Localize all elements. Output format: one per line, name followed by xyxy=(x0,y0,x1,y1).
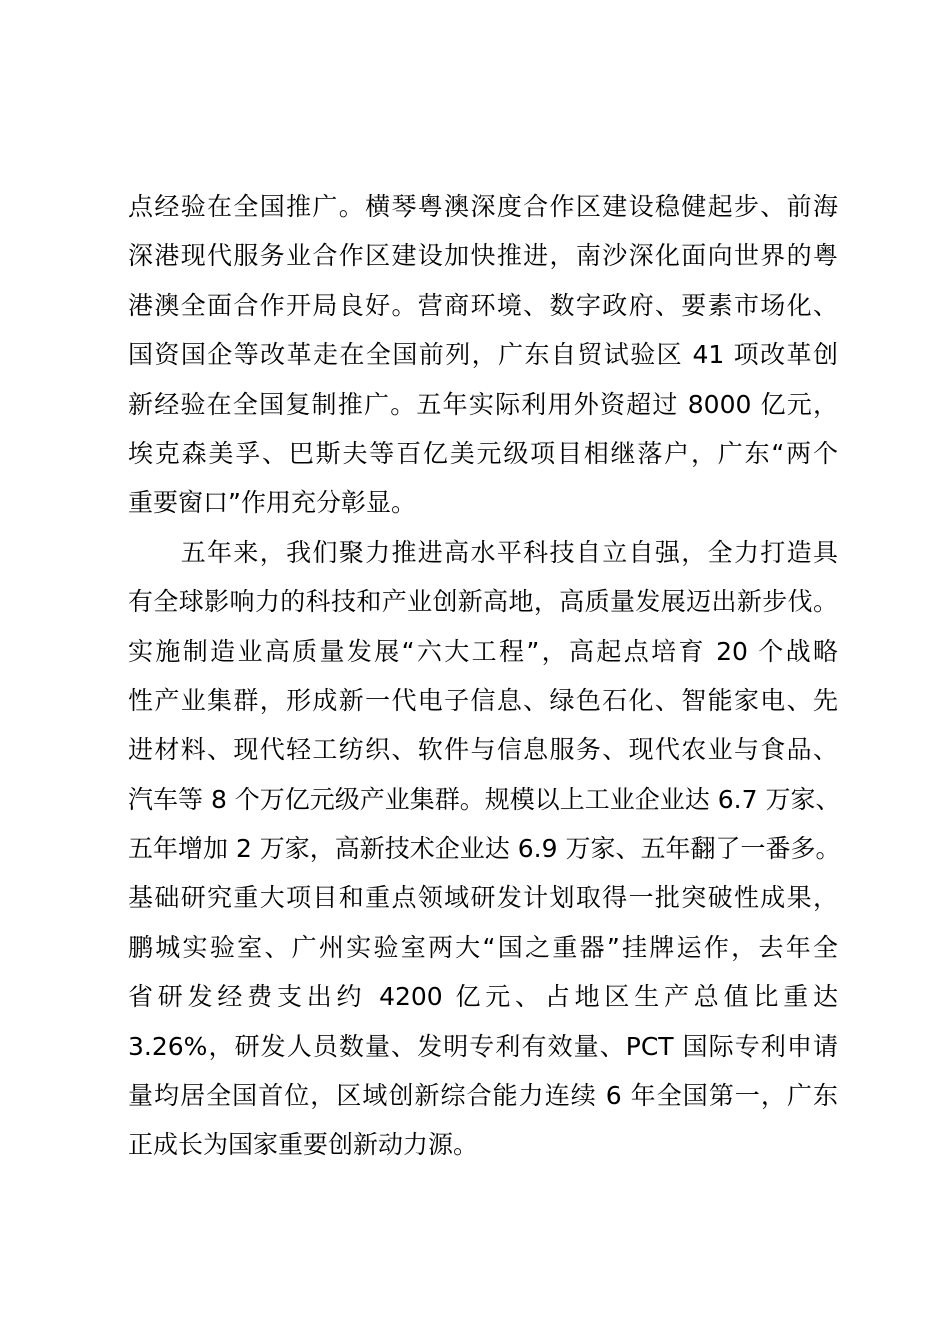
text-line: 有全球影响力的科技和产业创新高地，高质量发展迈出新步伐。 xyxy=(128,587,838,617)
text-line: 性产业集群，形成新一代电子信息、绿色石化、智能家电、先 xyxy=(128,685,838,715)
text-line: 基础研究重大项目和重点领域研发计划取得一批突破性成果， xyxy=(128,883,838,913)
text-line: 埃克森美孚、巴斯夫等百亿美元级项目相继落户，广东“两个 xyxy=(128,438,838,468)
text-line: 正成长为国家重要创新动力源。 xyxy=(128,1130,479,1160)
text-line: 港澳全面合作开局良好。营商环境、数字政府、要素市场化、 xyxy=(128,290,838,320)
text-line: 3.26%，研发人员数量、发明专利有效量、PCT 国际专利申请 xyxy=(128,1031,838,1061)
body-text xyxy=(128,182,841,1170)
text-line: 量均居全国首位，区域创新综合能力连续 6 年全国第一，广东 xyxy=(128,1081,838,1111)
text-line: 汽车等 8 个万亿元级产业集群。规模以上工业企业达 6.7 万家、 xyxy=(128,784,841,814)
text-line: 进材料、现代轻工纺织、软件与信息服务、现代农业与食品、 xyxy=(128,735,838,765)
text-line: 点经验在全国推广。横琴粤澳深度合作区建设稳健起步、前海 xyxy=(128,192,838,221)
text-line: 鹏城实验室、广州实验室两大“国之重器”挂牌运作，去年全 xyxy=(128,932,838,962)
text-line: 国资国企等改革走在全国前列，广东自贸试验区 41 项改革创 xyxy=(128,340,838,370)
text-line: 重要窗口”作用充分彰显。 xyxy=(128,488,416,518)
text-line: 深港现代服务业合作区建设加快推进，南沙深化面向世界的粤 xyxy=(128,241,838,271)
text-line: 省研发经费支出约 4200 亿元、占地区生产总值比重达 xyxy=(128,982,838,1012)
text-line: 实施制造业高质量发展“六大工程”，高起点培育 20 个战略 xyxy=(128,636,838,666)
text-line: 五年增加 2 万家，高新技术企业达 6.9 万家、五年翻了一番多。 xyxy=(128,834,841,864)
text-line: 新经验在全国复制推广。五年实际利用外资超过 8000 亿元， xyxy=(128,389,838,419)
text-line: 五年来，我们聚力推进高水平科技自立自强，全力打造具 xyxy=(128,537,838,567)
